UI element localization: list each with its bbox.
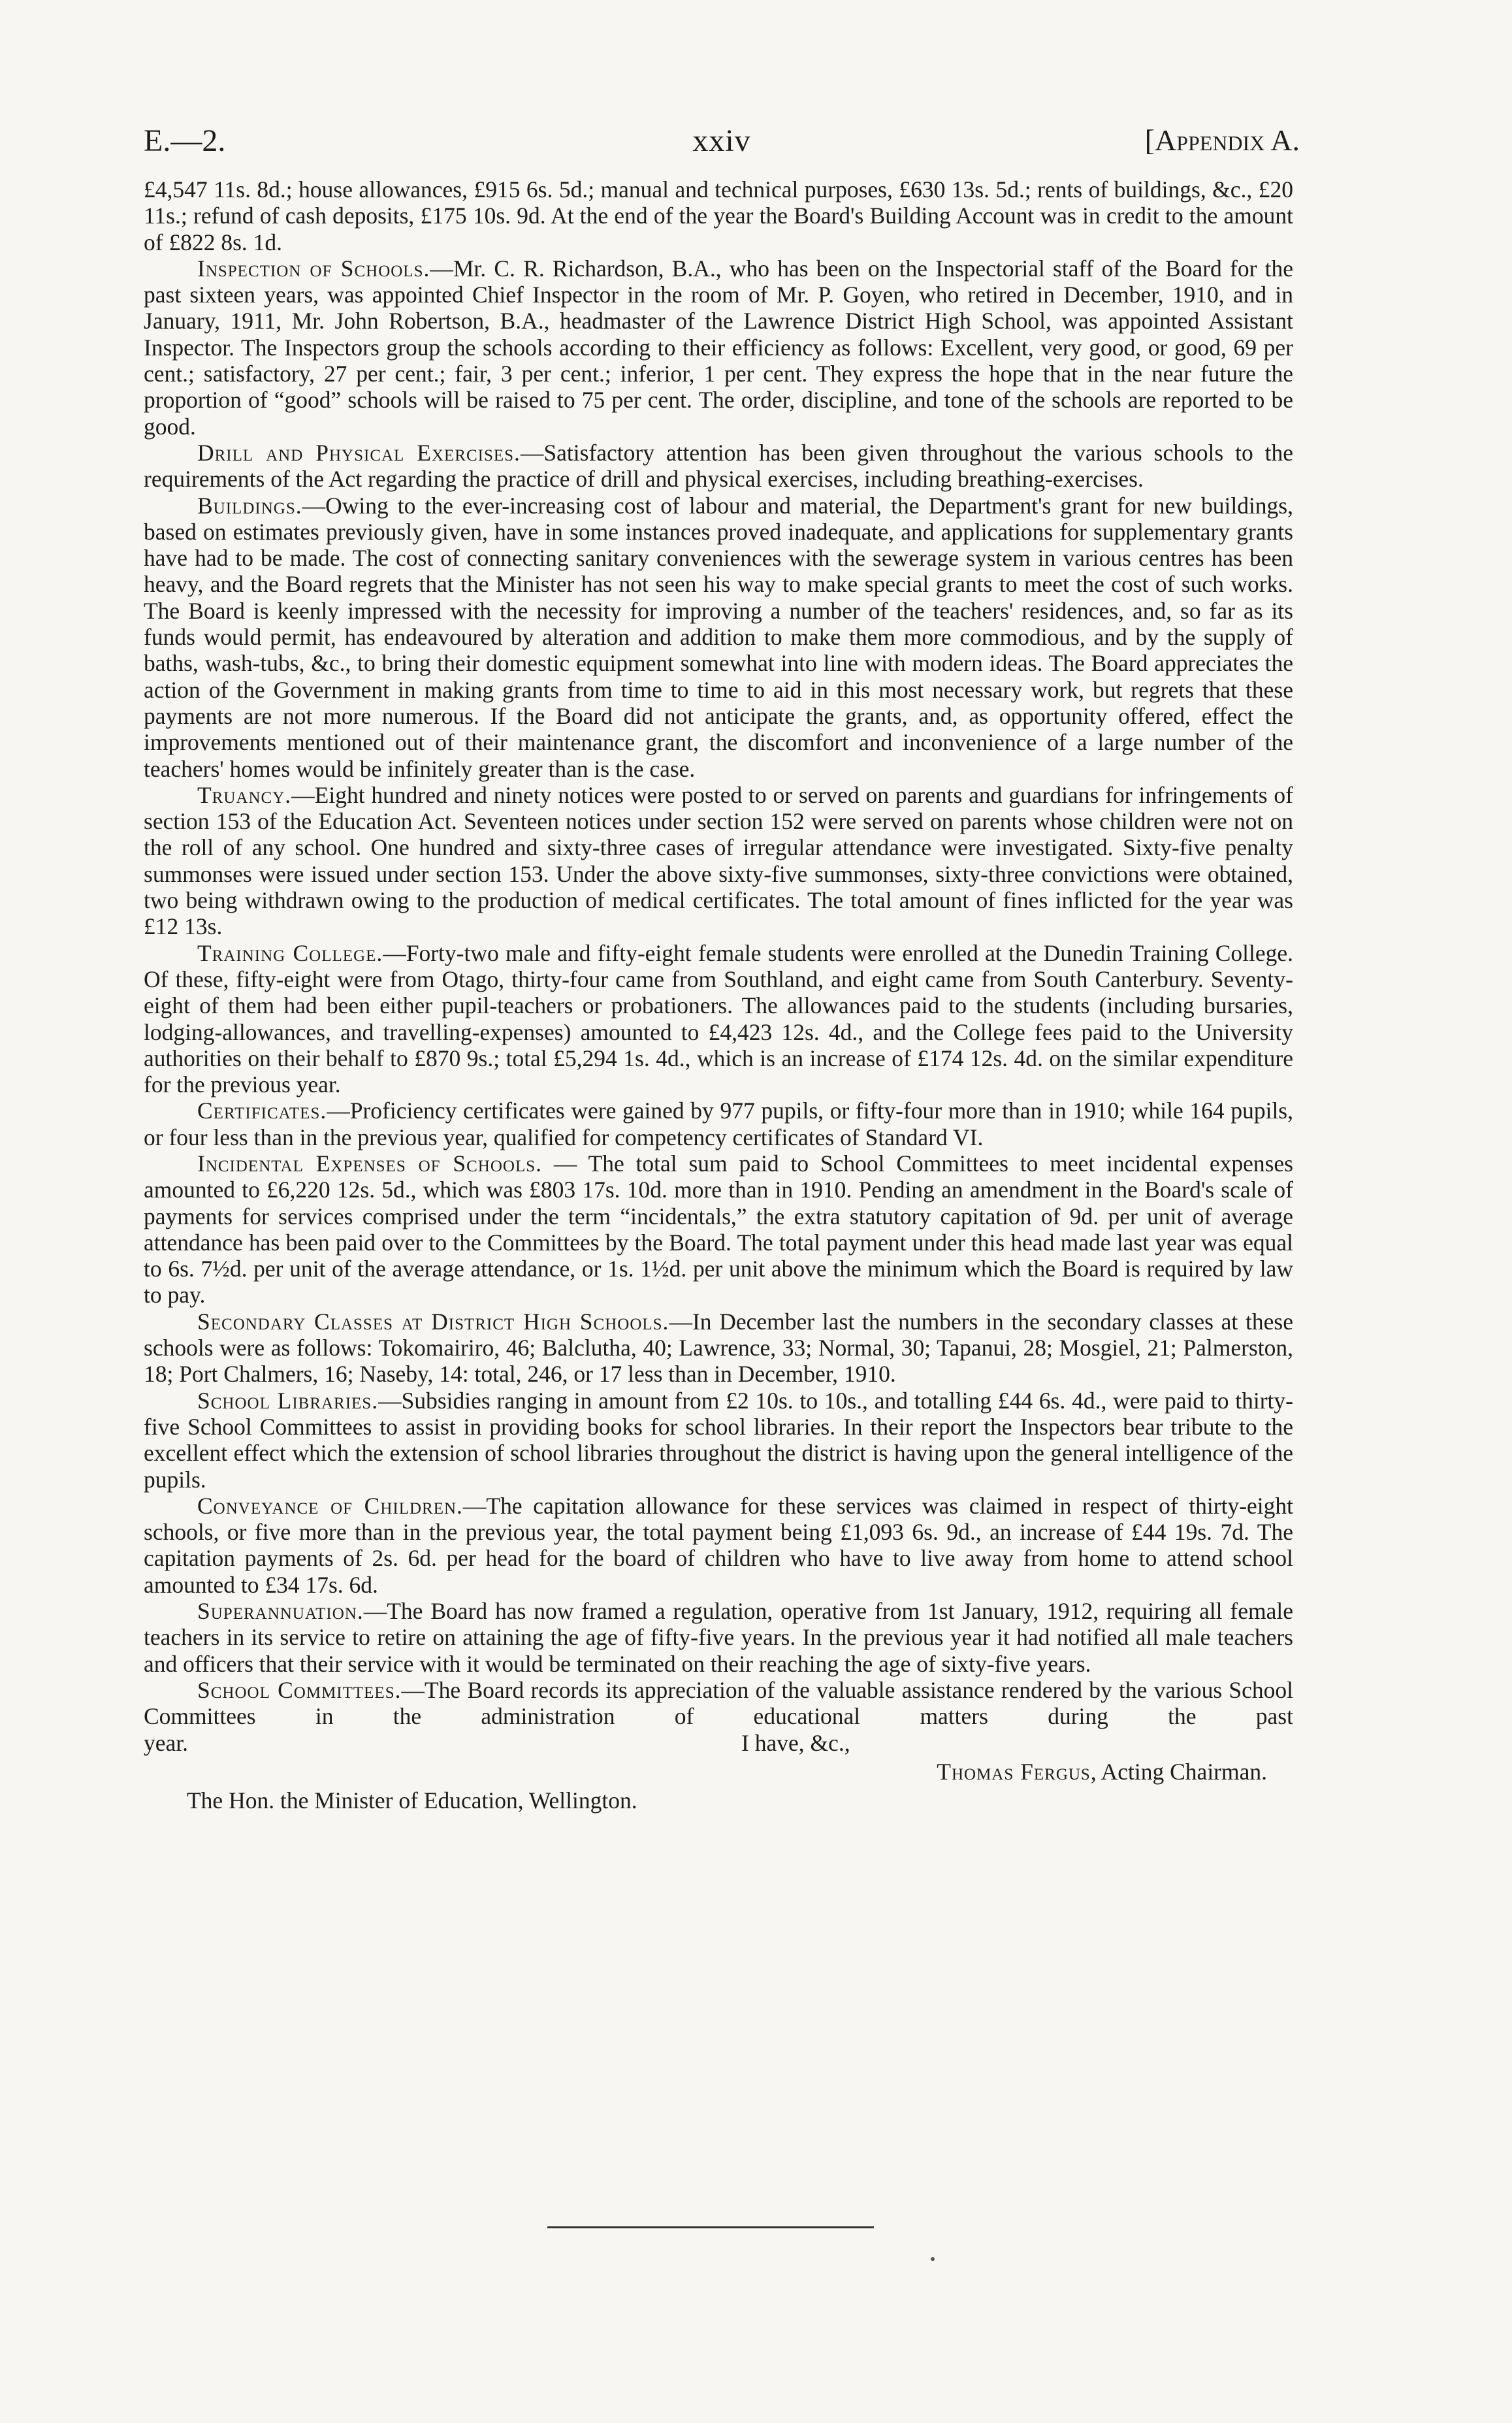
scan-speck [931,2257,935,2261]
paragraph-text: —The capitation allowance for these services was claimed in respect of thirty-eight schools, or five more than in the previous year, the total payment being £1,093 6s. 9d., an increase of £44 19s. 7d. The capitation payments of 2s. 6d. per head for the board of children who have to live away from home to attend school amounted to £34 17s. 6d. [144,1492,1293,1598]
paragraph-certificates [144,1098,1293,1150]
paragraph-school-libraries [144,1388,1293,1493]
closing-line [144,1730,1293,1756]
section-heading: Inspection of Schools. [197,255,430,282]
section-heading: Drill and Physical Exercises. [197,439,521,466]
paragraph-conveyance [144,1493,1293,1598]
paragraph-text: —Satisfactory attention has been given throughout the various schools to the requirements of the Act regarding the practice of drill and physical exercises, including breathing-exercises. [144,439,1294,493]
paragraph-inspection [144,255,1293,440]
paragraph-text: £4,547 11s. 8d.; house allowances, £915 6s. 5d.; manual and technical purposes, £630 13s. 5d.; rents of buildings, &c., £20 11s.; refund of cash deposits, £175 10s. 9d. At the end of the year the Board's Building Account was in credit to the amount of £822 8s. 1d. [144,176,1293,255]
paragraph-text: —Proficiency certificates were gained by 977 pupils, or fifty-four more than in 1910; while 164 pupils, or four less than in the previous year, qualified for competency certificates of Standard VI. [144,1098,1293,1150]
page-number: xxiv [692,123,751,158]
paragraph-drill [144,440,1293,493]
paragraph-text: —The Board has now framed a regulation, operative from 1st January, 1912, requiring all female teachers in its service to retire on attaining the age of fifty-five years. In the previous year it had notified all male teachers and officers that their service with it would be terminated on their reaching the age of sixty-five years. [144,1598,1293,1677]
paragraph-superannuation [144,1598,1293,1677]
signature [144,1759,1293,1785]
paragraph-incidental-expenses [144,1150,1293,1309]
section-heading: School Libraries. [197,1387,379,1414]
section-heading: Truancy. [197,781,292,808]
closing-salutation: I have, &c., [741,1729,850,1756]
paragraph-text: —In December last the numbers in the secondary classes at these schools were as follows: Tokomairiro, 46; Balclutha, 40; Lawrence, 33; Normal, 30; Tapanui, 28; Mosgiel, 21; Palmerston, 18; Port Chalmers, 16; Naseby, 14: total, 246, or 17 less than in December, 1910. [144,1308,1293,1388]
page-header [144,123,1300,169]
paragraph-text: — The total sum paid to School Committees to meet incidental expenses amounted to £6,220 12s. 5d., which was £803 17s. 10d. more than in 1910. Pending an amendment in the Board's scale of payments for services comprised under the term “incidentals,” the extra statutory capitation of 9d. per unit of average attendance has been paid over to the Committees by the Board. The total payment under this head made last year was equal to 6s. 7½d. per unit of the average attendance, or 1s. 1½d. per unit above the minimum which the Board is required by law to pay. [144,1150,1293,1309]
addressee: The Hon. the Minister of Education, Wellington. [187,1787,637,1814]
section-heading: Buildings. [197,492,302,519]
paragraph-text: —The Board records its appreciation of the valuable assistance rendered by the various School Committees in the administration of educational matters during the past [144,1676,1294,1730]
paragraph-expenditure [144,176,1293,255]
closing-year-word: year. [144,1729,189,1756]
paragraph-truancy [144,782,1293,940]
document-code: E.—2. [144,123,226,158]
paragraph-training-college [144,940,1293,1098]
end-divider [547,2226,874,2228]
section-heading: Conveyance of Children. [197,1492,463,1519]
paragraph-secondary-classes [144,1309,1293,1388]
section-heading: Secondary Classes at District High Schools. [197,1308,669,1335]
paragraph-text: —Owing to the ever-increasing cost of labour and material, the Department's grant for new buildings, based on estimates previously given, have in some instances proved inadequate, and applications for supplementary grants have had to be made. The cost of connecting sanitary conveniences with the sewerage system in various centres has been heavy, and the Board regrets that the Minister has not seen his way to make special grants to meet the cost of such works. The Board is keenly impressed with the necessity for improving a number of the teachers' residences, and, so far as its funds would permit, has endeavoured by alteration and addition to make them more commodious, and by the supply of baths, wash-tubs, &c., to bring their domestic equipment somewhat into line with modern ideas. The Board appreciates the action of the Government in making grants from time to time to aid in this most necessary work, but regrets that these payments are not more numerous. If the Board did not anticipate the grants, and, as opportunity offered, effect the improvements mentioned out of their maintenance grant, the discomfort and inconvenience of a large number of the teachers' homes would be infinitely greater than is the case. [144,492,1293,782]
paragraph-text: —Eight hundred and ninety notices were posted to or served on parents and guardians for infringements of section 153 of the Education Act. Seventeen notices under section 152 were served on parents whose children were not on the roll of any school. One hundred and sixty-three cases of irregular attendance were investigated. Sixty-five penalty summonses were issued under section 153. Under the above sixty-five summonses, sixty-three convictions were obtained, two being withdrawn owing to the production of medical certificates. The total amount of fines inflicted for the year was £12 13s. [144,781,1293,940]
section-heading: Training College. [197,939,383,966]
section-heading: Superannuation. [197,1598,364,1625]
section-heading: Incidental Expenses of Schools. [197,1150,542,1177]
section-heading: School Committees. [197,1676,402,1703]
paragraph-text: —Mr. C. R. Richardson, B.A., who has been on the Inspectorial staff of the Board for the past sixteen years, was appointed Chief Inspector in the room of Mr. P. Goyen, who retired in December, 1910, and in January, 1911, Mr. John Robertson, B.A., headmaster of the Lawrence District High School, was appointed Assistant Inspector. The Inspectors group the schools according to their efficiency as follows: Excellent, very good, or good, 69 per cent.; satisfactory, 27 per cent.; fair, 3 per cent.; inferior, 1 per cent. They express the hope that in the near future the proportion of “good” schools will be raised to 75 per cent. The order, discipline, and tone of the schools are reported to be good. [144,255,1293,440]
paragraph-buildings [144,493,1293,782]
section-heading: Certificates. [197,1098,327,1124]
paragraph-text: —Forty-two male and fifty-eight female students were enrolled at the Dunedin Training College. Of these, fifty-eight were from Otago, thirty-four came from Southland, and eight came from South Canterbury. Seventy-eight of them had been either pupil-teachers or probationers. The allowances paid to the students (including bursaries, lodging-allowances, and travelling-expenses) amounted to £4,423 12s. 4d., and the College fees paid to the University authorities on their behalf to £870 9s.; total £5,294 1s. 4d., which is an increase of £174 12s. 4d. on the similar expenditure for the previous year. [144,939,1293,1098]
signer-title: , Acting Chairman. [1090,1758,1267,1785]
paragraph-school-committees [144,1677,1293,1730]
signer-name: Thomas Fergus [937,1758,1091,1785]
appendix-label: [Appendix A. [1144,123,1300,157]
report-body [144,176,1293,1813]
paragraph-text: —Subsidies ranging in amount from £2 10s. to 10s., and totalling £44 6s. 4d., were paid to thirty-five School Committees to assist in providing books for school libraries. In their report the Inspectors bear tribute to the excellent effect which the extension of school libraries throughout the district is having upon the general intelligence of the pupils. [144,1387,1293,1493]
